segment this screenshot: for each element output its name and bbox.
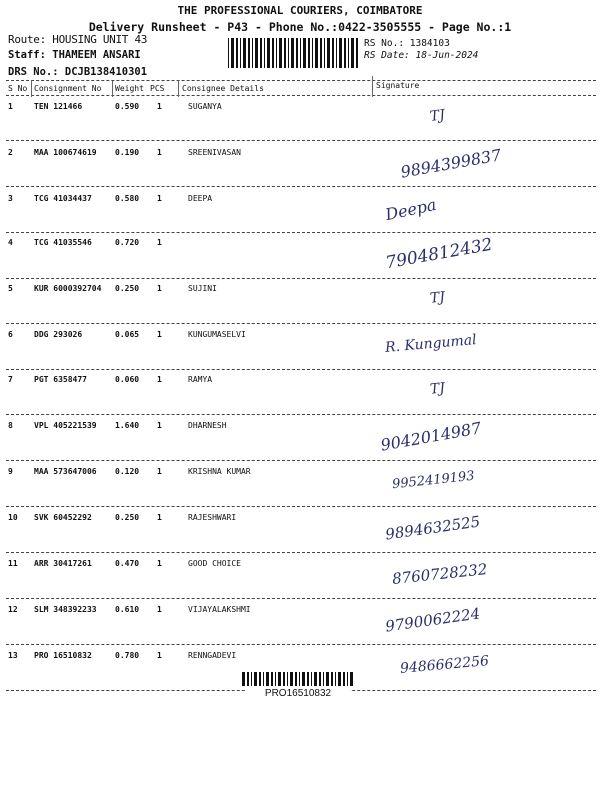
handwritten-signature: 9894399837	[399, 145, 503, 182]
row-sno: 5	[8, 284, 13, 293]
barcode-bar	[351, 38, 354, 68]
barcode-bar	[295, 672, 297, 686]
barcode-bar	[266, 672, 269, 686]
barcode-bar	[339, 38, 342, 68]
barcode-bar	[260, 38, 262, 68]
row-consignee: RAJESHWARI	[188, 513, 237, 522]
company-title: THE PROFESSIONAL COURIERS, COIMBATORE	[177, 4, 423, 17]
row-separator	[6, 460, 596, 461]
barcode-bar	[331, 672, 333, 686]
row-weight: 0.250	[115, 513, 140, 522]
row-pcs: 1	[157, 605, 162, 614]
header-bottom-rule	[6, 95, 596, 96]
row-consignment: DDG 293026	[34, 330, 83, 339]
barcode-bar	[247, 672, 249, 686]
row-sno: 11	[8, 559, 18, 568]
row-consignment: TCG 41035546	[34, 238, 92, 247]
barcode-bar	[290, 672, 293, 686]
barcode-bar	[255, 38, 258, 68]
barcode-bar	[252, 38, 253, 68]
row-consignment: PRO 16510832	[34, 651, 92, 660]
barcode-bar	[276, 38, 277, 68]
row-weight: 0.720	[115, 238, 140, 247]
barcode-bar	[278, 672, 281, 686]
barcode-bar	[315, 38, 318, 68]
handwritten-signature: 9894632525	[384, 512, 482, 544]
row-sno: 4	[8, 238, 13, 247]
barcode-bar	[272, 38, 274, 68]
row-consignee: SREENIVASAN	[188, 148, 241, 157]
row-weight: 0.580	[115, 194, 140, 203]
row-separator	[6, 369, 596, 370]
barcode-bar	[324, 38, 325, 68]
row-sno: 1	[8, 102, 13, 111]
row-consignee: RAMYA	[188, 375, 213, 384]
rs-number: RS No.: 1384103	[364, 38, 450, 49]
row-consignment: VPL 405221539	[34, 421, 97, 430]
row-sno: 2	[8, 148, 13, 157]
barcode-bar	[326, 672, 329, 686]
handwritten-signature: TJ	[429, 380, 446, 398]
handwritten-signature: TJ	[428, 107, 446, 125]
row-consignment: TEN 121466	[34, 102, 83, 111]
barcode-bar	[299, 672, 300, 686]
barcode-bar	[296, 38, 298, 68]
row-consignment: KUR 6000392704	[34, 284, 102, 293]
row-weight: 0.190	[115, 148, 140, 157]
barcode-bar	[320, 38, 322, 68]
barcode-bar	[283, 672, 285, 686]
row-separator	[6, 140, 596, 141]
row-separator	[6, 414, 596, 415]
row-pcs: 1	[157, 467, 162, 476]
barcode-bar	[319, 672, 321, 686]
barcode-bar	[344, 38, 346, 68]
runsheet-title: Delivery Runsheet - P43 - Phone No.:0422-3505555 - Page No.:1	[88, 20, 512, 34]
row-weight: 0.780	[115, 651, 140, 660]
row-pcs: 1	[157, 330, 162, 339]
row-pcs: 1	[157, 651, 162, 660]
row-weight: 0.250	[115, 284, 140, 293]
col-divider	[31, 81, 32, 97]
col-consignee: Consignee Details	[182, 84, 264, 93]
col-weight: Weight	[115, 84, 144, 93]
row-consignee: VIJAYALAKSHMI	[188, 605, 251, 614]
row-pcs: 1	[157, 148, 162, 157]
header-top-rule	[6, 80, 596, 81]
row-sno: 3	[8, 194, 13, 203]
row-weight: 1.640	[115, 421, 140, 430]
barcode-bar	[327, 38, 330, 68]
row-consignee: SUGANYA	[188, 102, 222, 111]
row-pcs: 1	[157, 421, 162, 430]
barcode-bar	[264, 38, 265, 68]
barcode-bar	[288, 38, 289, 68]
barcode-bar	[314, 672, 317, 686]
barcode-bar	[311, 672, 312, 686]
row-separator	[6, 323, 596, 324]
row-pcs: 1	[157, 284, 162, 293]
row-consignee: GOOD CHOICE	[188, 559, 241, 568]
row-consignment: SVK 60452292	[34, 513, 92, 522]
barcode-bar	[343, 672, 345, 686]
barcode-bar	[302, 672, 305, 686]
barcode-bar	[287, 672, 288, 686]
barcode-bar	[271, 672, 273, 686]
row-pcs: 1	[157, 375, 162, 384]
handwritten-signature: Deepa	[383, 194, 438, 225]
row-separator	[6, 186, 596, 187]
barcode-bar	[336, 38, 337, 68]
row-sno: 12	[8, 605, 18, 614]
barcode-bar	[303, 38, 306, 68]
barcode-bar	[240, 38, 241, 68]
row-sno: 8	[8, 421, 13, 430]
barcode-bar	[267, 38, 270, 68]
row-consignee: KRISHNA KUMAR	[188, 467, 251, 476]
handwritten-signature: 7904812432	[384, 234, 495, 274]
handwritten-signature: R. Kungumal	[384, 332, 478, 356]
barcode-bar	[242, 672, 245, 686]
barcode-bar	[347, 672, 348, 686]
row-consignment: ARR 30417261	[34, 559, 92, 568]
col-consignment: Consignment No	[34, 84, 102, 93]
row-separator	[6, 552, 596, 553]
row-weight: 0.065	[115, 330, 140, 339]
barcode-bar	[332, 38, 334, 68]
barcode-bar	[231, 38, 234, 68]
handwritten-signature: 9486662256	[399, 653, 490, 677]
barcode-bar	[335, 672, 336, 686]
row-consignment: SLM 348392233	[34, 605, 97, 614]
row-consignment: MAA 100674619	[34, 148, 97, 157]
row-separator	[6, 232, 596, 233]
barcode-bar	[348, 38, 349, 68]
barcode-bar	[259, 672, 261, 686]
rs-date: RS Date: 18-Jun-2024	[364, 50, 479, 61]
row-pcs: 1	[157, 559, 162, 568]
row-weight: 0.060	[115, 375, 140, 384]
handwritten-signature: 9042014987	[379, 418, 483, 455]
barcode-bar	[312, 38, 313, 68]
handwritten-signature: 8760728232	[391, 560, 489, 588]
barcode-bar	[254, 672, 257, 686]
row-consignment: PGT 6358477	[34, 375, 87, 384]
route-label: Route: HOUSING UNIT 43	[8, 33, 148, 46]
col-signature: Signature	[376, 81, 420, 90]
barcode-bar	[291, 38, 294, 68]
handwritten-signature: 9952419193	[391, 468, 476, 493]
staff-label: Staff: THAMEEM ANSARI	[8, 49, 141, 61]
row-consignee: RENNGADEVI	[188, 651, 237, 660]
row-weight: 0.470	[115, 559, 140, 568]
barcode-bar	[284, 38, 286, 68]
barcode-bar	[236, 38, 238, 68]
barcode-bar	[263, 672, 264, 686]
barcode-bar	[307, 672, 309, 686]
row-consignee: KUNGUMASELVI	[188, 330, 246, 339]
handwritten-signature: TJ	[429, 289, 446, 307]
row-separator	[6, 278, 596, 279]
barcode-bar	[350, 672, 353, 686]
row-pcs: 1	[157, 102, 162, 111]
barcode-bar	[356, 38, 358, 68]
barcode-text: PRO16510832	[246, 688, 350, 699]
row-separator	[6, 644, 596, 645]
runsheet-barcode	[228, 38, 358, 68]
barcode-bar	[300, 38, 301, 68]
barcode-bar	[228, 38, 229, 68]
col-divider	[178, 81, 179, 97]
col-divider	[112, 81, 113, 97]
row-weight: 0.120	[115, 467, 140, 476]
col-divider	[372, 76, 373, 97]
row-separator	[6, 506, 596, 507]
row-sno: 6	[8, 330, 13, 339]
row-sno: 10	[8, 513, 18, 522]
col-sno: S No	[8, 84, 28, 93]
row-separator	[6, 598, 596, 599]
row-pcs: 1	[157, 238, 162, 247]
row-pcs: 1	[157, 513, 162, 522]
row-sno: 9	[8, 467, 13, 476]
barcode-bar	[275, 672, 276, 686]
barcode-bar	[323, 672, 324, 686]
barcode-bar	[338, 672, 341, 686]
col-pcs: PCS	[150, 84, 165, 93]
row-weight: 0.610	[115, 605, 140, 614]
barcode-bar	[243, 38, 246, 68]
row-consignee: SUJINI	[188, 284, 217, 293]
drs-number: DRS No.: DCJB138410301	[8, 66, 148, 78]
row-consignee: DEEPA	[188, 194, 213, 203]
barcode-bar	[308, 38, 310, 68]
row-sno: 7	[8, 375, 13, 384]
handwritten-signature: 9790062224	[384, 604, 482, 636]
row-consignment: MAA 573647006	[34, 467, 97, 476]
row-consignee: DHARNESH	[188, 421, 227, 430]
row-weight: 0.590	[115, 102, 140, 111]
row-pcs: 1	[157, 194, 162, 203]
barcode-bar	[251, 672, 252, 686]
barcode-bar	[248, 38, 250, 68]
row-consignment: TCG 41034437	[34, 194, 92, 203]
row-sno: 13	[8, 651, 18, 660]
barcode-bar	[279, 38, 282, 68]
